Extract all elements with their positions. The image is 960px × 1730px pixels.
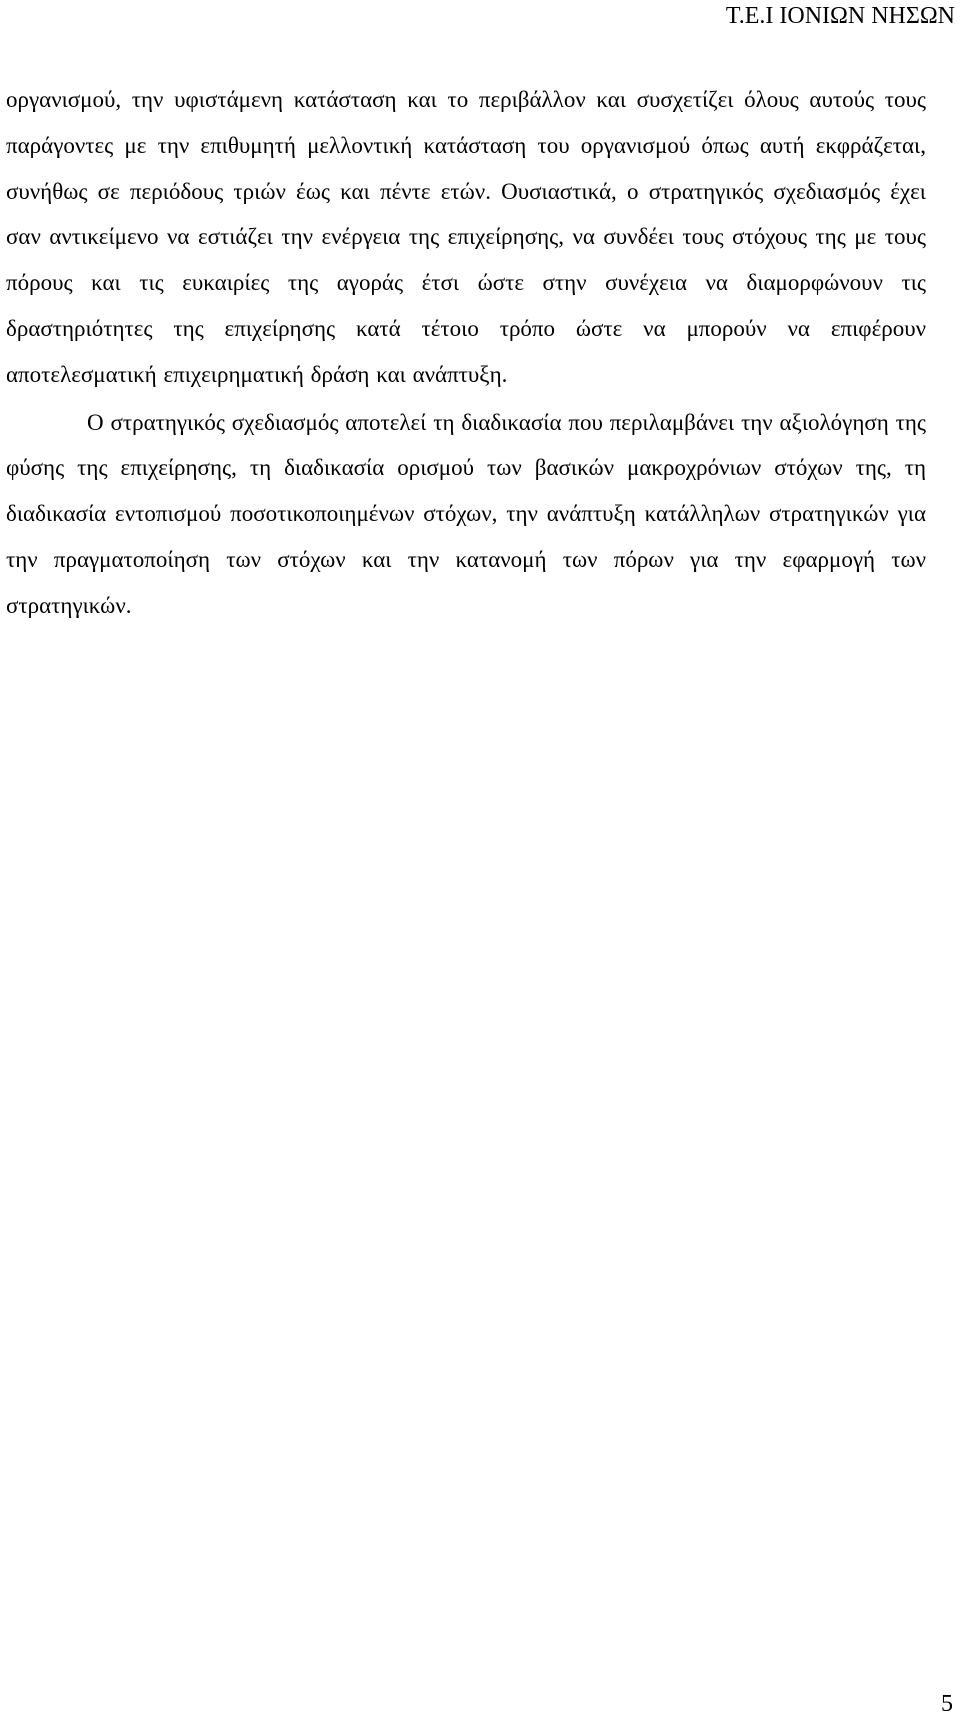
paragraph-strategic-planning: Ο στρατηγικός σχεδιασμός αποτελεί τη διαδικασία που περιλαμβάνει την αξιολόγηση της φύσης της επιχείρησης, τη διαδικασία ορισμού των βασικών μακροχρόνιων στόχων της, τη διαδικασία εντοπισμού ποσοτικοποιημένων στόχων, την ανάπτυξη κατάλληλων στρατηγικών για την πραγματοποίηση των στόχων και την κατανομή των πόρων για την εφαρμογή των στρατηγικών. <box>6 409 926 618</box>
page-number: 5 <box>941 1691 953 1717</box>
page-header-institution: T.E.I ΙΟΝΙΩΝ ΝΗΣΩΝ <box>725 3 955 29</box>
paragraph-continuation: οργανισμού, την υφιστάμενη κατάσταση και το περιβάλλον και συσχετίζει όλους αυτούς τους παράγοντες με την επιθυμητή μελλοντική κατάσταση του οργανισμού όπως αυτή εκφράζεται, συνήθως σε περιόδους τριών έως και πέντε ετών. Ουσιαστικά, ο στρατηγικός σχεδιασμός έχει σαν αντικείμενο να εστιάζει την ενέργεια της επιχείρησης, να συνδέει τους στόχους της με τους πόρους και τις ευκαιρίες της αγοράς έτσι ώστε στην συνέχεια να διαμορφώνουν τις δραστηριότητες της επιχείρησης κατά τέτοιο τρόπο ώστε να μπορούν να επιφέρουν αποτελεσματική επιχειρηματική δράση και ανάπτυξη. <box>6 87 926 387</box>
body-text <box>6 77 926 629</box>
